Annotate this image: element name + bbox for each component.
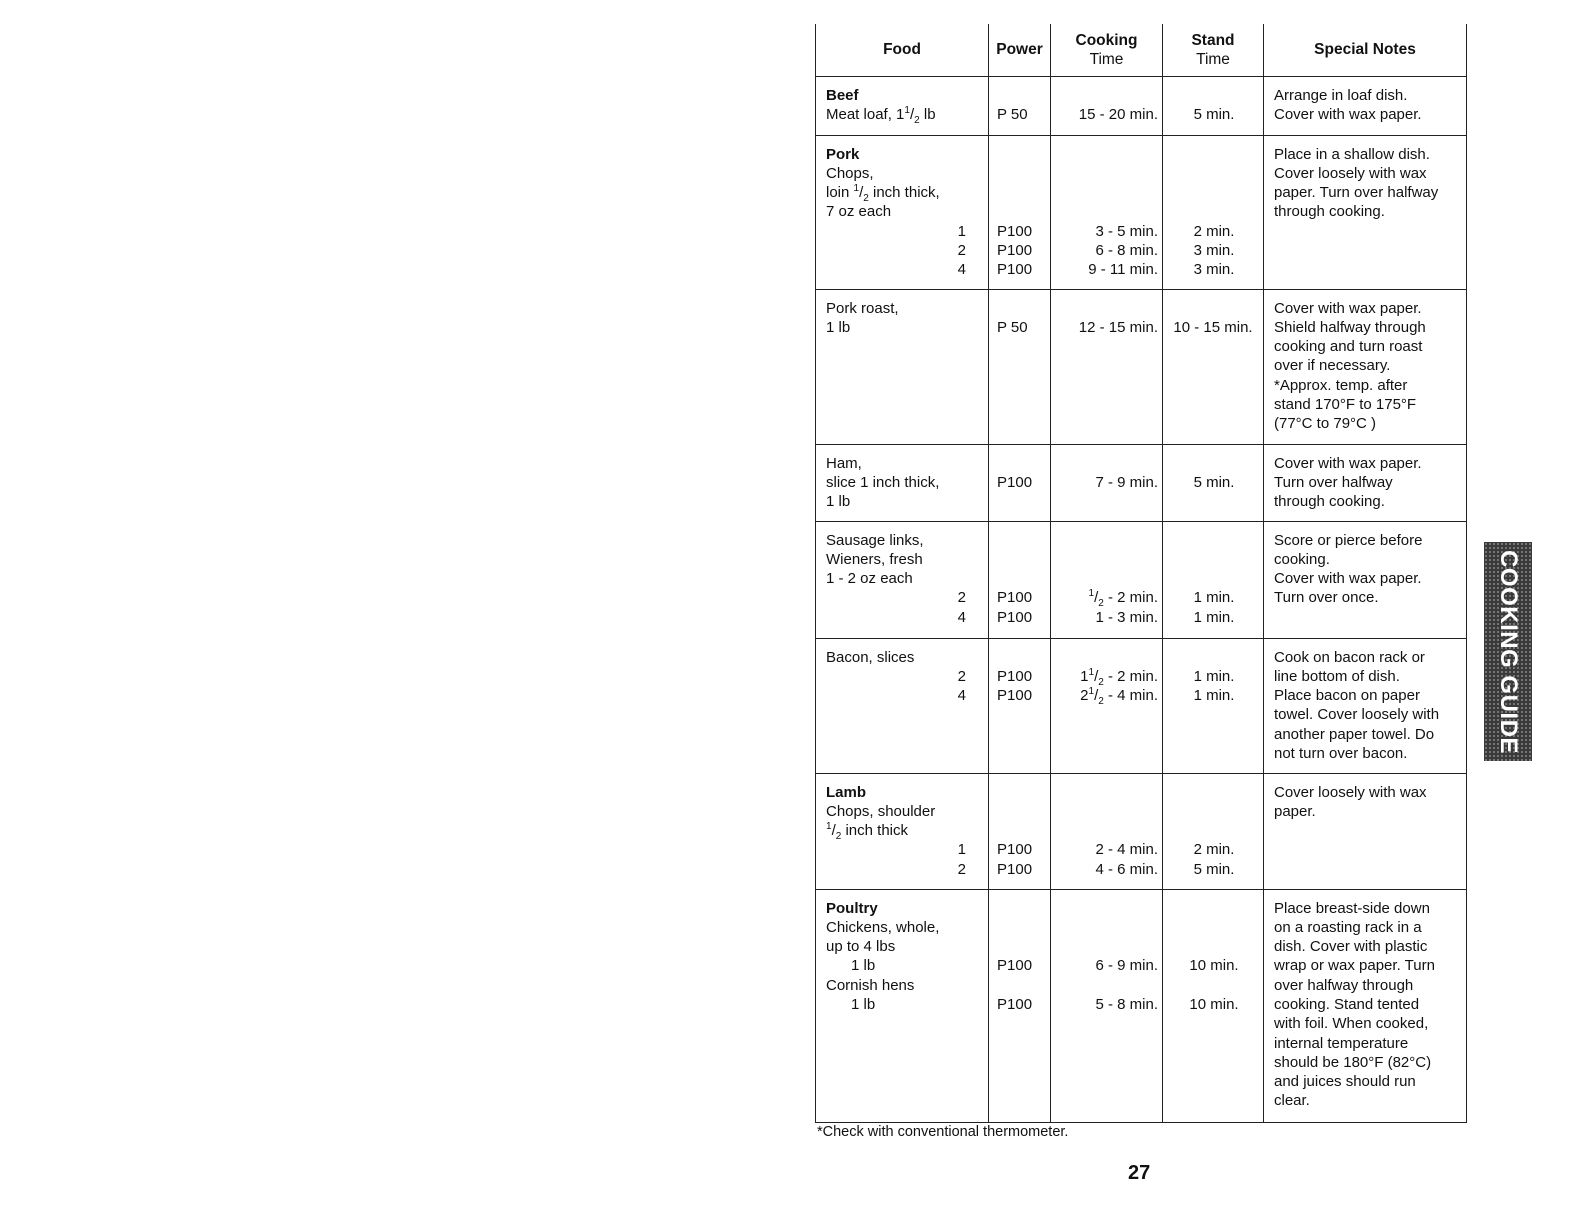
food-item: 1 lb (826, 493, 851, 511)
food-item: Ham, (826, 454, 862, 472)
stand-time-cell (1163, 76, 1264, 135)
notes-cell (1264, 638, 1467, 773)
food-item: Chickens, whole, (826, 918, 940, 936)
notes-cell (1264, 521, 1467, 638)
quantity: 2 (957, 589, 966, 607)
food-cell (816, 444, 989, 521)
header-power: Power (989, 24, 1051, 76)
power-value: P100 (997, 687, 1033, 705)
table-row (816, 76, 1467, 135)
quantity: 4 (957, 608, 966, 626)
table-row (816, 135, 1467, 289)
note-line: and juices should run (1274, 1073, 1416, 1091)
power-cell (989, 76, 1051, 135)
stand-time-cell (1163, 135, 1264, 289)
notes-cell (1264, 76, 1467, 135)
food-item: Bacon, slices (826, 648, 915, 666)
food-item: Pork roast, (826, 299, 899, 317)
quantity: 2 (957, 667, 966, 685)
food-cell (816, 889, 989, 1122)
note-line: Cover with wax paper. (1274, 454, 1422, 472)
note-line: over if necessary. (1274, 357, 1391, 375)
note-line: Cover loosely with wax (1274, 164, 1427, 182)
note-line: Score or pierce before (1274, 531, 1423, 549)
note-line: with foil. When cooked, (1274, 1015, 1429, 1033)
quantity: 1 (957, 222, 966, 240)
cooking-time-cell (1051, 889, 1163, 1122)
stand-time-cell (1163, 521, 1264, 638)
power-value: P100 (997, 995, 1033, 1013)
stand-time-cell (1163, 773, 1264, 889)
note-line: Place breast-side down (1274, 899, 1430, 917)
category-lamb: Lamb (826, 783, 867, 801)
cooking-time-value: 3 - 5 min. (1095, 222, 1158, 240)
note-line: Arrange in loaf dish. (1274, 86, 1408, 104)
note-line: another paper towel. Do (1274, 725, 1435, 743)
note-line: cooking. Stand tented (1274, 995, 1420, 1013)
stand-time-value: 2 min. (1193, 222, 1235, 240)
cooking-time-value: 4 - 6 min. (1095, 860, 1158, 878)
cooking-time-cell (1051, 135, 1163, 289)
cooking-time-value: 1 - 3 min. (1095, 608, 1158, 626)
cooking-time-value: 6 - 9 min. (1095, 957, 1158, 975)
note-line: *Approx. temp. after (1274, 376, 1408, 394)
cooking-time-value: 7 - 9 min. (1095, 473, 1158, 491)
food-item: 7 oz each (826, 203, 892, 221)
power-cell (989, 889, 1051, 1122)
note-line: Place bacon on paper (1274, 687, 1420, 705)
quantity: 4 (957, 261, 966, 279)
power-value: P100 (997, 589, 1033, 607)
food-cell (816, 773, 989, 889)
table-row (816, 773, 1467, 889)
power-value: P 50 (997, 318, 1028, 336)
power-cell (989, 773, 1051, 889)
note-line: Cover loosely with wax (1274, 783, 1427, 801)
food-item: loin $^1/_2$ inch thick, (826, 183, 940, 205)
stand-time-value: 10 - 15 min. (1173, 318, 1253, 336)
power-cell (989, 289, 1051, 444)
table-row (816, 521, 1467, 638)
cooking-time-value: 2 - 4 min. (1095, 841, 1158, 859)
category-poultry: Poultry (826, 899, 878, 917)
food-item: 1 lb (851, 957, 876, 975)
note-line: Cook on bacon rack or (1274, 648, 1425, 666)
stand-time-cell (1163, 289, 1264, 444)
cooking-time-value: $2^1/_2 - 4$ min. (1080, 686, 1158, 708)
quantity: 1 (957, 841, 966, 859)
cooking-time-cell (1051, 521, 1163, 638)
food-item: $^1/_2$ inch thick (826, 821, 908, 843)
header-stand-time: Stand Time (1163, 24, 1264, 76)
power-value: P100 (997, 860, 1033, 878)
power-value: P100 (997, 841, 1033, 859)
note-line: cooking. (1274, 550, 1330, 568)
section-tab-label: COOKING GUIDE (1495, 549, 1522, 754)
power-cell (989, 521, 1051, 638)
stand-time-value: 1 min. (1193, 608, 1235, 626)
note-line: Place in a shallow dish. (1274, 145, 1430, 163)
note-line: over halfway through (1274, 976, 1414, 994)
stand-time-cell (1163, 638, 1264, 773)
stand-time-value: 10 min. (1189, 995, 1239, 1013)
notes-cell (1264, 444, 1467, 521)
notes-cell (1264, 135, 1467, 289)
cooking-time-cell (1051, 638, 1163, 773)
note-line: Cover with wax paper. (1274, 105, 1422, 123)
power-cell (989, 135, 1051, 289)
power-value: P 50 (997, 105, 1028, 123)
note-line: clear. (1274, 1092, 1310, 1110)
quantity: 2 (957, 241, 966, 259)
food-item: Sausage links, (826, 531, 924, 549)
note-line: should be 180°F (82°C) (1274, 1053, 1432, 1071)
food-item: 1 - 2 oz each (826, 570, 913, 588)
notes-cell (1264, 889, 1467, 1122)
quantity: 2 (957, 860, 966, 878)
stand-time-value: 5 min. (1193, 473, 1235, 491)
quantity: 4 (957, 687, 966, 705)
section-tab (1484, 542, 1532, 761)
food-item: slice 1 inch thick, (826, 473, 940, 491)
table-header-row (816, 24, 1467, 76)
note-line: Turn over halfway (1274, 473, 1393, 491)
note-line: through cooking. (1274, 203, 1385, 221)
cooking-time-value: 6 - 8 min. (1095, 241, 1158, 259)
table-row (816, 444, 1467, 521)
cooking-time-value: 15 - 20 min. (1078, 105, 1158, 123)
food-item: Wieners, fresh (826, 550, 923, 568)
power-value: P100 (997, 261, 1033, 279)
stand-time-value: 1 min. (1193, 667, 1235, 685)
cooking-time-cell (1051, 289, 1163, 444)
note-line: Turn over once. (1274, 589, 1379, 607)
stand-time-cell (1163, 444, 1264, 521)
note-line: line bottom of dish. (1274, 667, 1400, 685)
note-line: stand 170°F to 175°F (1274, 395, 1417, 413)
note-line: Cover with wax paper. (1274, 570, 1422, 588)
category-beef: Beef (826, 86, 859, 104)
cooking-time-value: $1^1/_2 - 2$ min. (1080, 666, 1158, 688)
food-cell (816, 135, 989, 289)
cooking-time-cell (1051, 76, 1163, 135)
power-cell (989, 444, 1051, 521)
header-cooking-time: Cooking Time (1051, 24, 1163, 76)
cooking-guide-table (815, 24, 1467, 1123)
food-cell (816, 638, 989, 773)
stand-time-value: 1 min. (1193, 687, 1235, 705)
notes-cell (1264, 773, 1467, 889)
food-cell (816, 521, 989, 638)
note-line: Cover with wax paper. (1274, 299, 1422, 317)
notes-cell (1264, 289, 1467, 444)
category-pork: Pork (826, 145, 860, 163)
note-line: cooking and turn roast (1274, 338, 1423, 356)
stand-time-cell (1163, 889, 1264, 1122)
food-item: 1 lb (851, 995, 876, 1013)
footnote: *Check with conventional thermometer. (817, 1124, 1069, 1140)
power-value: P100 (997, 957, 1033, 975)
header-special-notes: Special Notes (1264, 24, 1467, 76)
food-item: 1 lb (826, 318, 851, 336)
note-line: paper. Turn over halfway (1274, 184, 1439, 202)
note-line: (77°C to 79°C ) (1274, 415, 1377, 433)
cooking-time-cell (1051, 444, 1163, 521)
food-item: Cornish hens (826, 976, 915, 994)
power-cell (989, 638, 1051, 773)
cooking-time-value: $^1/_2 - 2$ min. (1088, 588, 1158, 610)
food-cell (816, 76, 989, 135)
note-line: internal temperature (1274, 1034, 1409, 1052)
food-item: Chops, (826, 164, 874, 182)
table-row (816, 889, 1467, 1122)
stand-time-value: 3 min. (1193, 241, 1235, 259)
note-line: through cooking. (1274, 493, 1385, 511)
power-value: P100 (997, 473, 1033, 491)
power-value: P100 (997, 222, 1033, 240)
food-item: up to 4 lbs (826, 938, 896, 956)
stand-time-value: 2 min. (1193, 841, 1235, 859)
food-item: Meat loaf, $1^1/_2$ lb (826, 104, 936, 126)
stand-time-value: 5 min. (1193, 105, 1235, 123)
food-cell (816, 289, 989, 444)
note-line: paper. (1274, 802, 1316, 820)
note-line: dish. Cover with plastic (1274, 938, 1428, 956)
table-row (816, 289, 1467, 444)
stand-time-value: 1 min. (1193, 589, 1235, 607)
note-line: not turn over bacon. (1274, 744, 1408, 762)
page-number: 27 (1128, 1162, 1151, 1184)
cooking-time-value: 9 - 11 min. (1088, 261, 1158, 279)
power-value: P100 (997, 608, 1033, 626)
header-food: Food (816, 24, 989, 76)
power-value: P100 (997, 241, 1033, 259)
power-value: P100 (997, 667, 1033, 685)
note-line: on a roasting rack in a (1274, 918, 1422, 936)
cooking-time-value: 12 - 15 min. (1078, 318, 1158, 336)
note-line: wrap or wax paper. Turn (1274, 957, 1435, 975)
cooking-time-cell (1051, 773, 1163, 889)
cooking-time-value: 5 - 8 min. (1095, 995, 1158, 1013)
stand-time-value: 10 min. (1189, 957, 1239, 975)
table-row (816, 638, 1467, 773)
note-line: Shield halfway through (1274, 318, 1426, 336)
stand-time-value: 5 min. (1193, 860, 1235, 878)
note-line: towel. Cover loosely with (1274, 706, 1440, 724)
stand-time-value: 3 min. (1193, 261, 1235, 279)
food-item: Chops, shoulder (826, 802, 936, 820)
